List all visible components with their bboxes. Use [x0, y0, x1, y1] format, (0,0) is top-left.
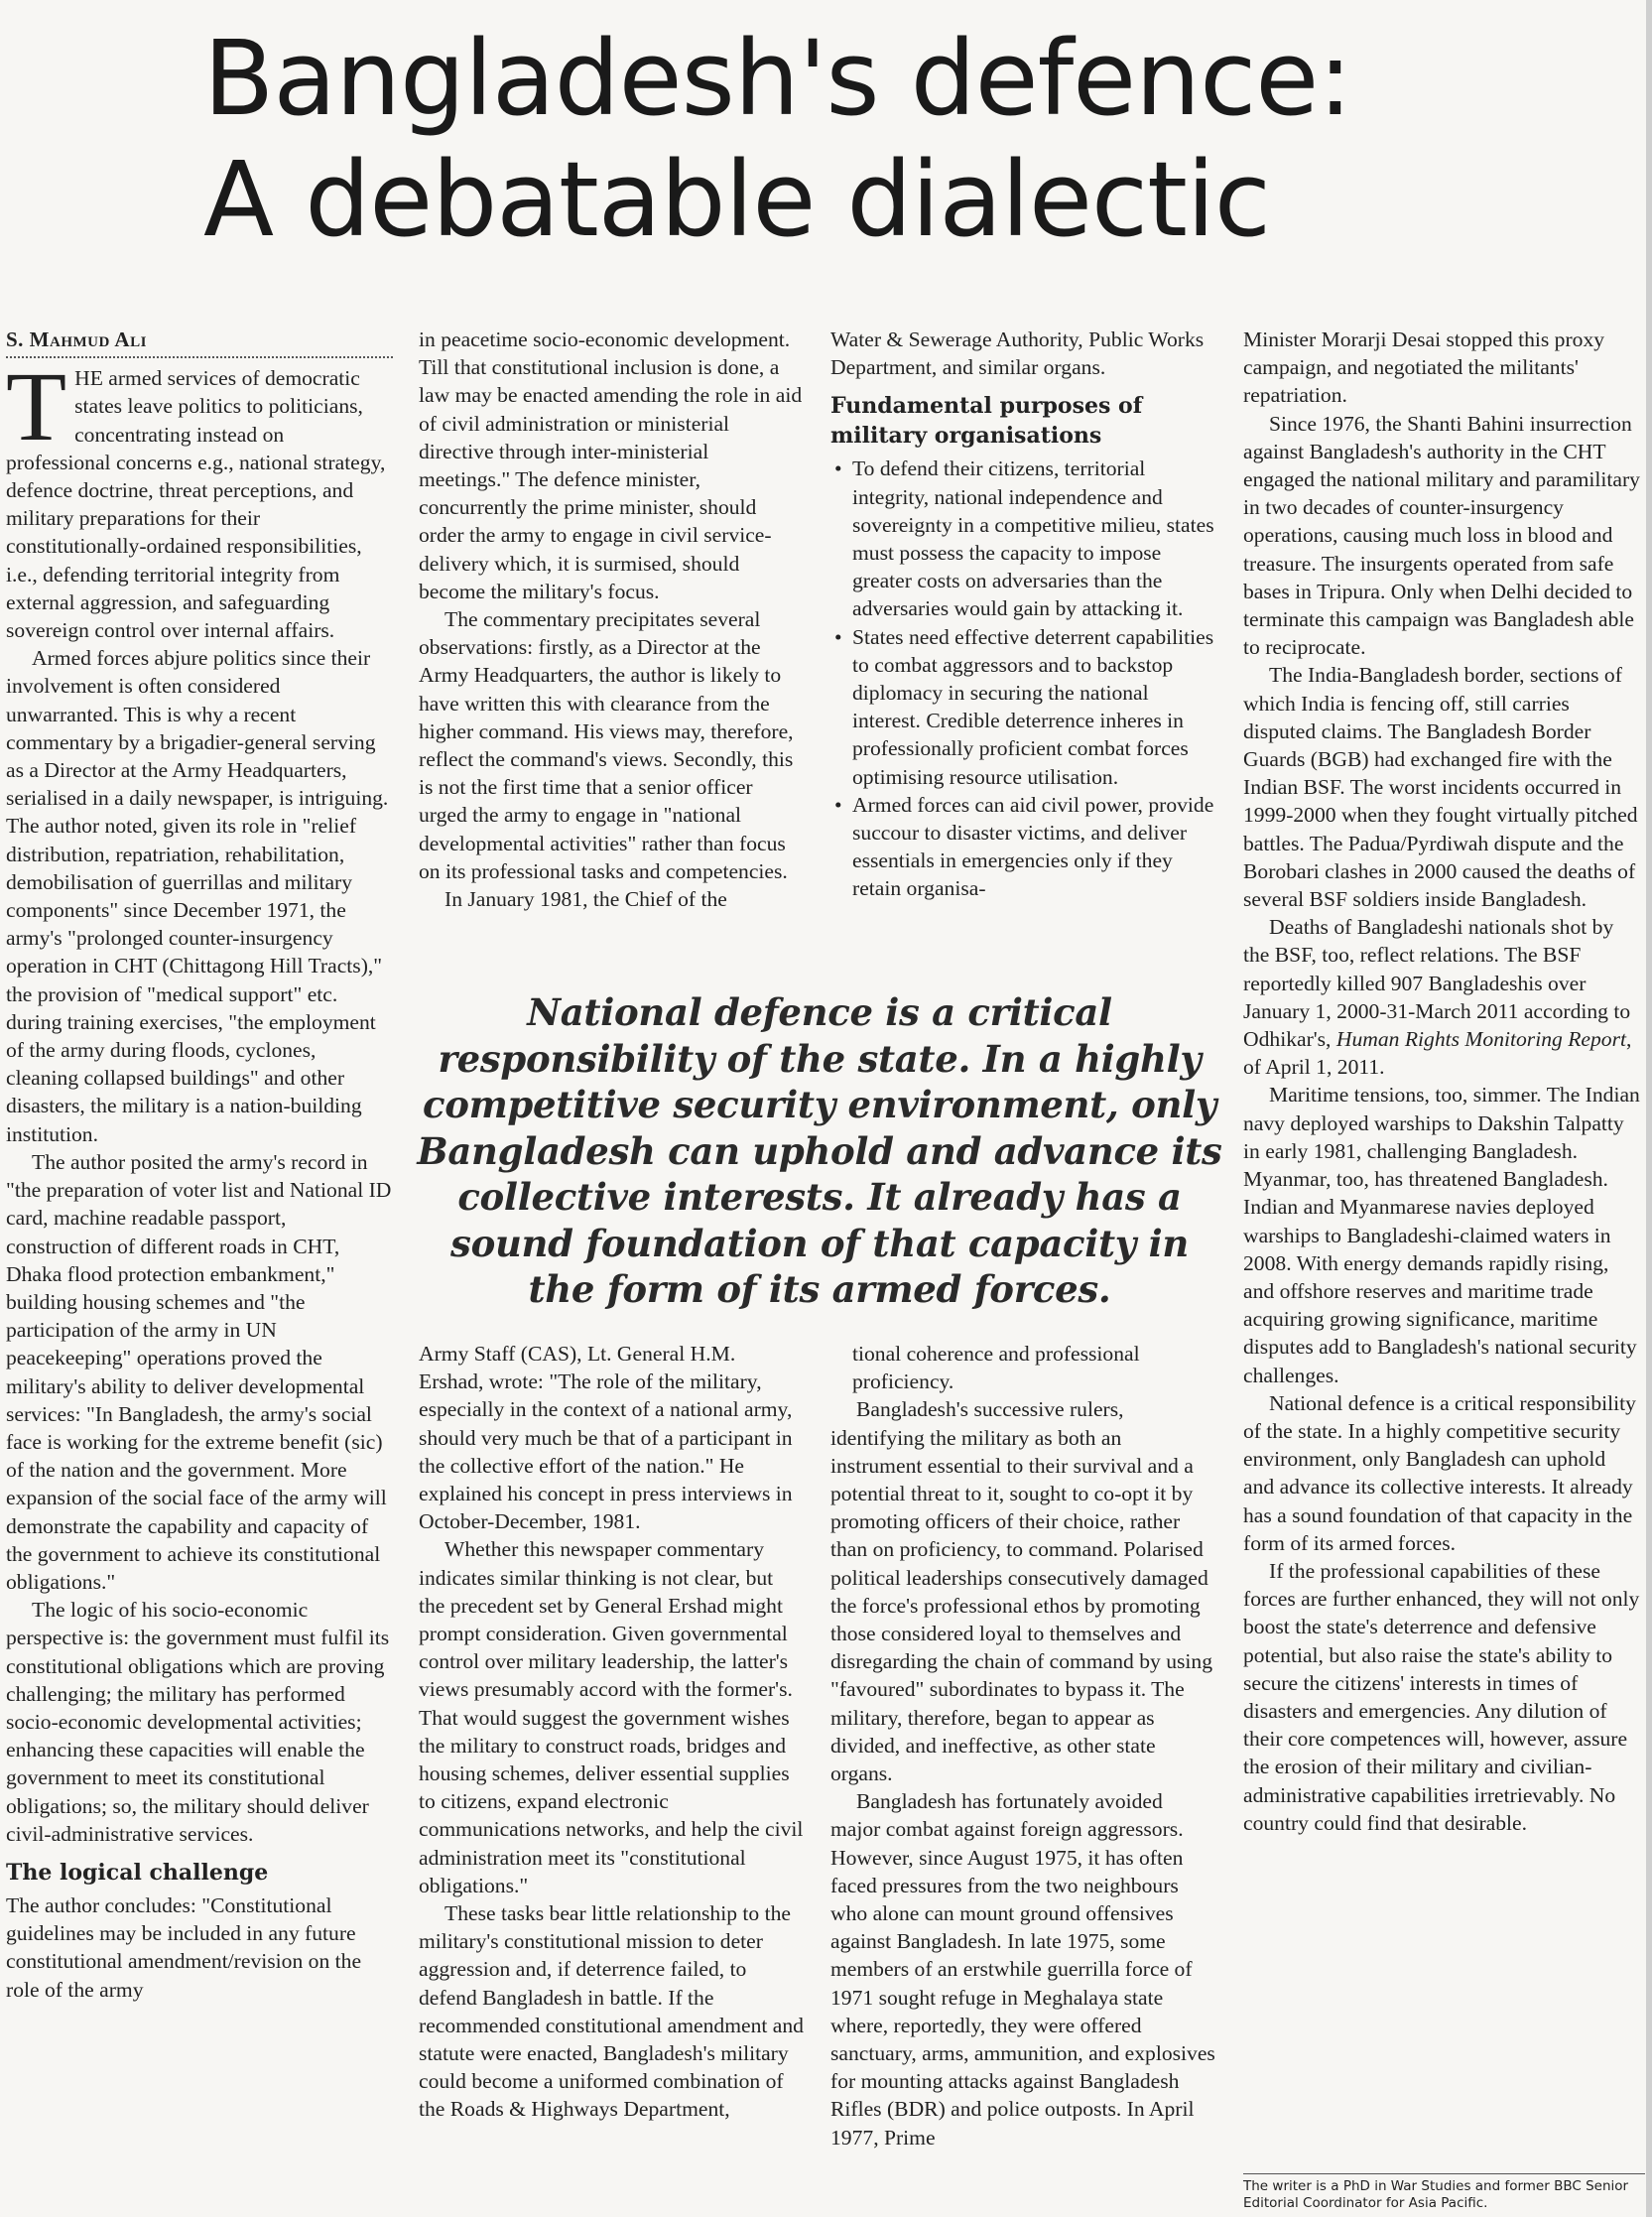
subhead-fundamental-purposes: Fundamental purposes of military organisations	[830, 393, 1143, 450]
paragraph: Whether this newspaper commentary indicates similar thinking is not clear, but the precedent set by General Ershad might prompt consideration. Given governmental control over military leadership, the latter's views presumably accord with the former's. That would suggest the government wishes the military to construct roads, bridges and housing schemes, deliver essential supplies to citizens, expand electronic communications networks, and help the civil administration meet its "constitutional obligations."	[419, 1537, 804, 1897]
lead-paragraph	[6, 351, 393, 644]
paragraph: in peacetime socio-economic development. Till that constitutional inclusion is done, a law may be enacted amending the role in aid of civil administration or ministerial directive through inter-ministerial meetings." The defence minister, concurrently the prime minister, should order the army to engage in civil service-delivery which, it is surmised, should become the military's focus.	[419, 327, 803, 603]
text-run: , of April 1, 2011.	[1243, 1027, 1632, 1080]
column-2-top	[419, 326, 804, 913]
paragraph: Maritime tensions, too, simmer. The Indian navy deployed warships to Dakshin Talpatty in early 1981, challenging Bangladesh. Myanmar, too, has threatened Bangladesh. Indian and Myanmarese navies deployed warships to Bangladeshi-claimed waters in 2008. With energy demands rapidly rising, and offshore reserves and maritime trade acquiring growing significance, maritime disputes add to Bangladesh's national security challenges.	[1243, 1083, 1640, 1387]
paragraph: Bangladesh's successive rulers, identifying the military as both an instrument essential to their survival and a potential threat to it, sought to co-opt it by promoting officers of their choice, rather than on proficiency, to command. Polarised political leaderships consecutively damaged the force's professional ethos by promoting those considered loyal to themselves and disregarding the chain of command by using "favoured" subordinates to bypass it. The military, therefore, began to appear as divided, and ineffective, as other state organs.	[830, 1397, 1212, 1786]
headline-line-2: A debatable dialectic	[203, 139, 1270, 260]
paragraph: tional coherence and professional proficiency.	[852, 1342, 1140, 1394]
paragraph: The author concludes: "Constitutional guidelines may be included in any future constitutional amendment/revision on the role of the army	[6, 1892, 362, 2002]
paragraph: The commentary precipitates several observations: firstly, as a Director at the Army Headquarters, the author is likely to have written this with clearance from the higher command. His views may, therefore, reflect the command's views. Secondly, this is not the first time that a senior officer urged the army to engage in "national developmental activities" rather than focus on its professional tasks and competencies.	[419, 607, 794, 883]
paragraph: National defence is a critical responsibility of the state. In a highly competitive security environment, only Bangladesh can uphold and advance its collective interests. It already has a sound foundation of that capacity in the form of its armed forces.	[1243, 1390, 1636, 1555]
column-3-top	[830, 326, 1217, 903]
paragraph: These tasks bear little relationship to the military's constitutional mission to deter aggression and, if deterrence failed, to defend Bangladesh in battle. If the recommended constitutional amendment and statute were enacted, Bangladesh's military could become a uniformed combination of the Roads & Highways Department,	[419, 1901, 804, 2122]
pull-quote: National defence is a critical responsibility of the state. In a highly competitive security environment, only Bangladesh can uphold and advance its collective interests. It already has a sound foundation of that capacity in the form of its armed forces.	[417, 990, 1222, 1311]
paragraph: If the professional capabilities of these forces are further enhanced, they will not only boost the state's deterrence and defensive potential, but also raise the state's ability to secure the citizens' interests in times of disasters and emergencies. Any dilution of their core competences will, however, assure the erosion of their military and civilian-administrative capabilities irretrievably. No country could find that desirable.	[1243, 1558, 1640, 1835]
paragraph: The logic of his socio-economic perspective is: the government must fulfil its constitutional obligations which are proving challenging; the military has performed socio-economic developmental activities; enhancing these capacities will enable the government to meet its constitutional obligations; so, the military should deliver civil-administrative services.	[6, 1598, 390, 1846]
list-item: • Armed forces can aid civil power, provide succour to disaster victims, and deliver essentials in emergencies only if they retain organisa-	[830, 791, 1217, 903]
headline	[203, 18, 1592, 260]
paragraph: Army Staff (CAS), Lt. General H.M. Ershad, wrote: "The role of the military, especially in the context of a national army, should very much be that of a participant in the collective effort of the nation." He explained his concept in press interviews in October-December, 1981.	[419, 1342, 793, 1534]
column-3-bottom	[830, 1340, 1217, 2152]
subhead-logical-challenge: The logical challenge	[6, 1859, 269, 1886]
paragraph: The India-Bangladesh border, sections of which India is fencing off, still carries disputed claims. The Bangladesh Border Guards (BGB) had exchanged fire with the Indian BSF. The worst incidents occurred in 1999-2000 when they fought virtually pitched battles. The Padua/Pyrdiwah dispute and the Borobari clashes in 2000 caused the deaths of several BSF soldiers inside Bangladesh.	[1243, 663, 1638, 912]
lead-text: HE armed services of democratic states leave politics to politicians, concentrating instead on professional concerns e.g., national strategy, defence doctrine, threat perceptions, and military preparations for their constitutionally-ordained responsibilities, i.e., defending territorial integrity from external aggression, and safeguarding sovereign control over internal affairs.	[6, 366, 386, 643]
paragraph	[1243, 913, 1640, 1081]
byline: S. Mahmud Ali	[6, 326, 393, 358]
column-1	[6, 326, 393, 2004]
list-item: • To defend their citizens, territorial integrity, national independence and sovereignty in a competitive milieu, states must possess the capacity to impose greater costs on adversaries than the adversaries would gain by attacking it.	[830, 455, 1217, 622]
bullet-list	[830, 455, 1217, 902]
column-2-bottom	[419, 1340, 804, 2124]
paragraph: Armed forces abjure politics since their involvement is often considered unwarranted. This is why a recent commentary by a brigadier-general serving as a Director at the Army Headquarters, serialised in a daily newspaper, is intriguing. The author noted, given its role in "relief distribution, repatriation, rehabilitation, demobilisation of guerrillas and military components" since December 1971, the army's "prolonged counter-insurgency operation in CHT (Chittagong Hill Tracts)," the provision of "medical support" etc. during training exercises, "the employment of the army during floods, cyclones, cleaning collapsed buildings" and other disasters, the military is a nation-building institution.	[6, 646, 389, 1146]
report-title: Human Rights Monitoring Report	[1335, 1027, 1626, 1052]
paragraph: Water & Sewerage Authority, Public Works Department, and similar organs.	[830, 327, 1205, 380]
page-edge-divider	[1646, 0, 1652, 2217]
drop-cap: T	[6, 351, 67, 462]
text-run: Deaths of Bangladeshi nationals shot by the BSF, too, reflect relations. The BSF reportedly killed 907 Bangladeshis over January 1, 2000-31-March 2011 according to Odhikar's,	[1243, 915, 1631, 1052]
headline-line-1: Bangladesh's defence:	[203, 18, 1352, 139]
paragraph: Since 1976, the Shanti Bahini insurrection against Bangladesh's authority in the CHT engaged the national military and paramilitary in two decades of counter-insurgency operations, causing much loss in blood and treasure. The insurgents operated from safe bases in Tripura. Only when Delhi decided to terminate this campaign was Bangladesh able to reciprocate.	[1243, 411, 1640, 660]
list-item: • States need effective deterrent capabilities to combat aggressors and to backstop diplomacy in securing the national interest. Credible deterrence inheres in professionally proficient combat forces optimising resource utilisation.	[830, 623, 1217, 791]
paragraph: Minister Morarji Desai stopped this proxy campaign, and negotiated the militants' repatriation.	[1243, 327, 1605, 408]
paragraph: Bangladesh has fortunately avoided major combat against foreign aggressors. However, since August 1975, it has often faced pressures from the two neighbours who alone can mount ground offensives against Bangladesh. In late 1975, some members of an erstwhile guerrilla force of 1971 sought refuge in Meghalaya state where, reportedly, they were offered sanctuary, arms, ammunition, and explosives for mounting attacks against Bangladesh Rifles (BDR) and police outposts. In April 1977, Prime	[830, 1789, 1215, 2150]
paragraph: In January 1981, the Chief of the	[445, 887, 727, 912]
author-footnote: The writer is a PhD in War Studies and former BBC Senior Editorial Coordinator for Asia Pacific.	[1243, 2173, 1645, 2212]
paragraph: The author posited the army's record in "the preparation of voter list and National ID card, machine readable passport, construction of different roads in CHT, Dhaka flood protection embankment," building housing schemes and "the participation of the army in UN peacekeeping" operations proved the military's ability to deliver developmental services: "In Bangladesh, the army's social face is working for the extreme benefit (sic) of the nation and the government. More expansion of the social face of the army will demonstrate the capability and capacity of the government to achieve its constitutional obligations."	[6, 1149, 392, 1594]
column-4	[1243, 326, 1640, 1837]
